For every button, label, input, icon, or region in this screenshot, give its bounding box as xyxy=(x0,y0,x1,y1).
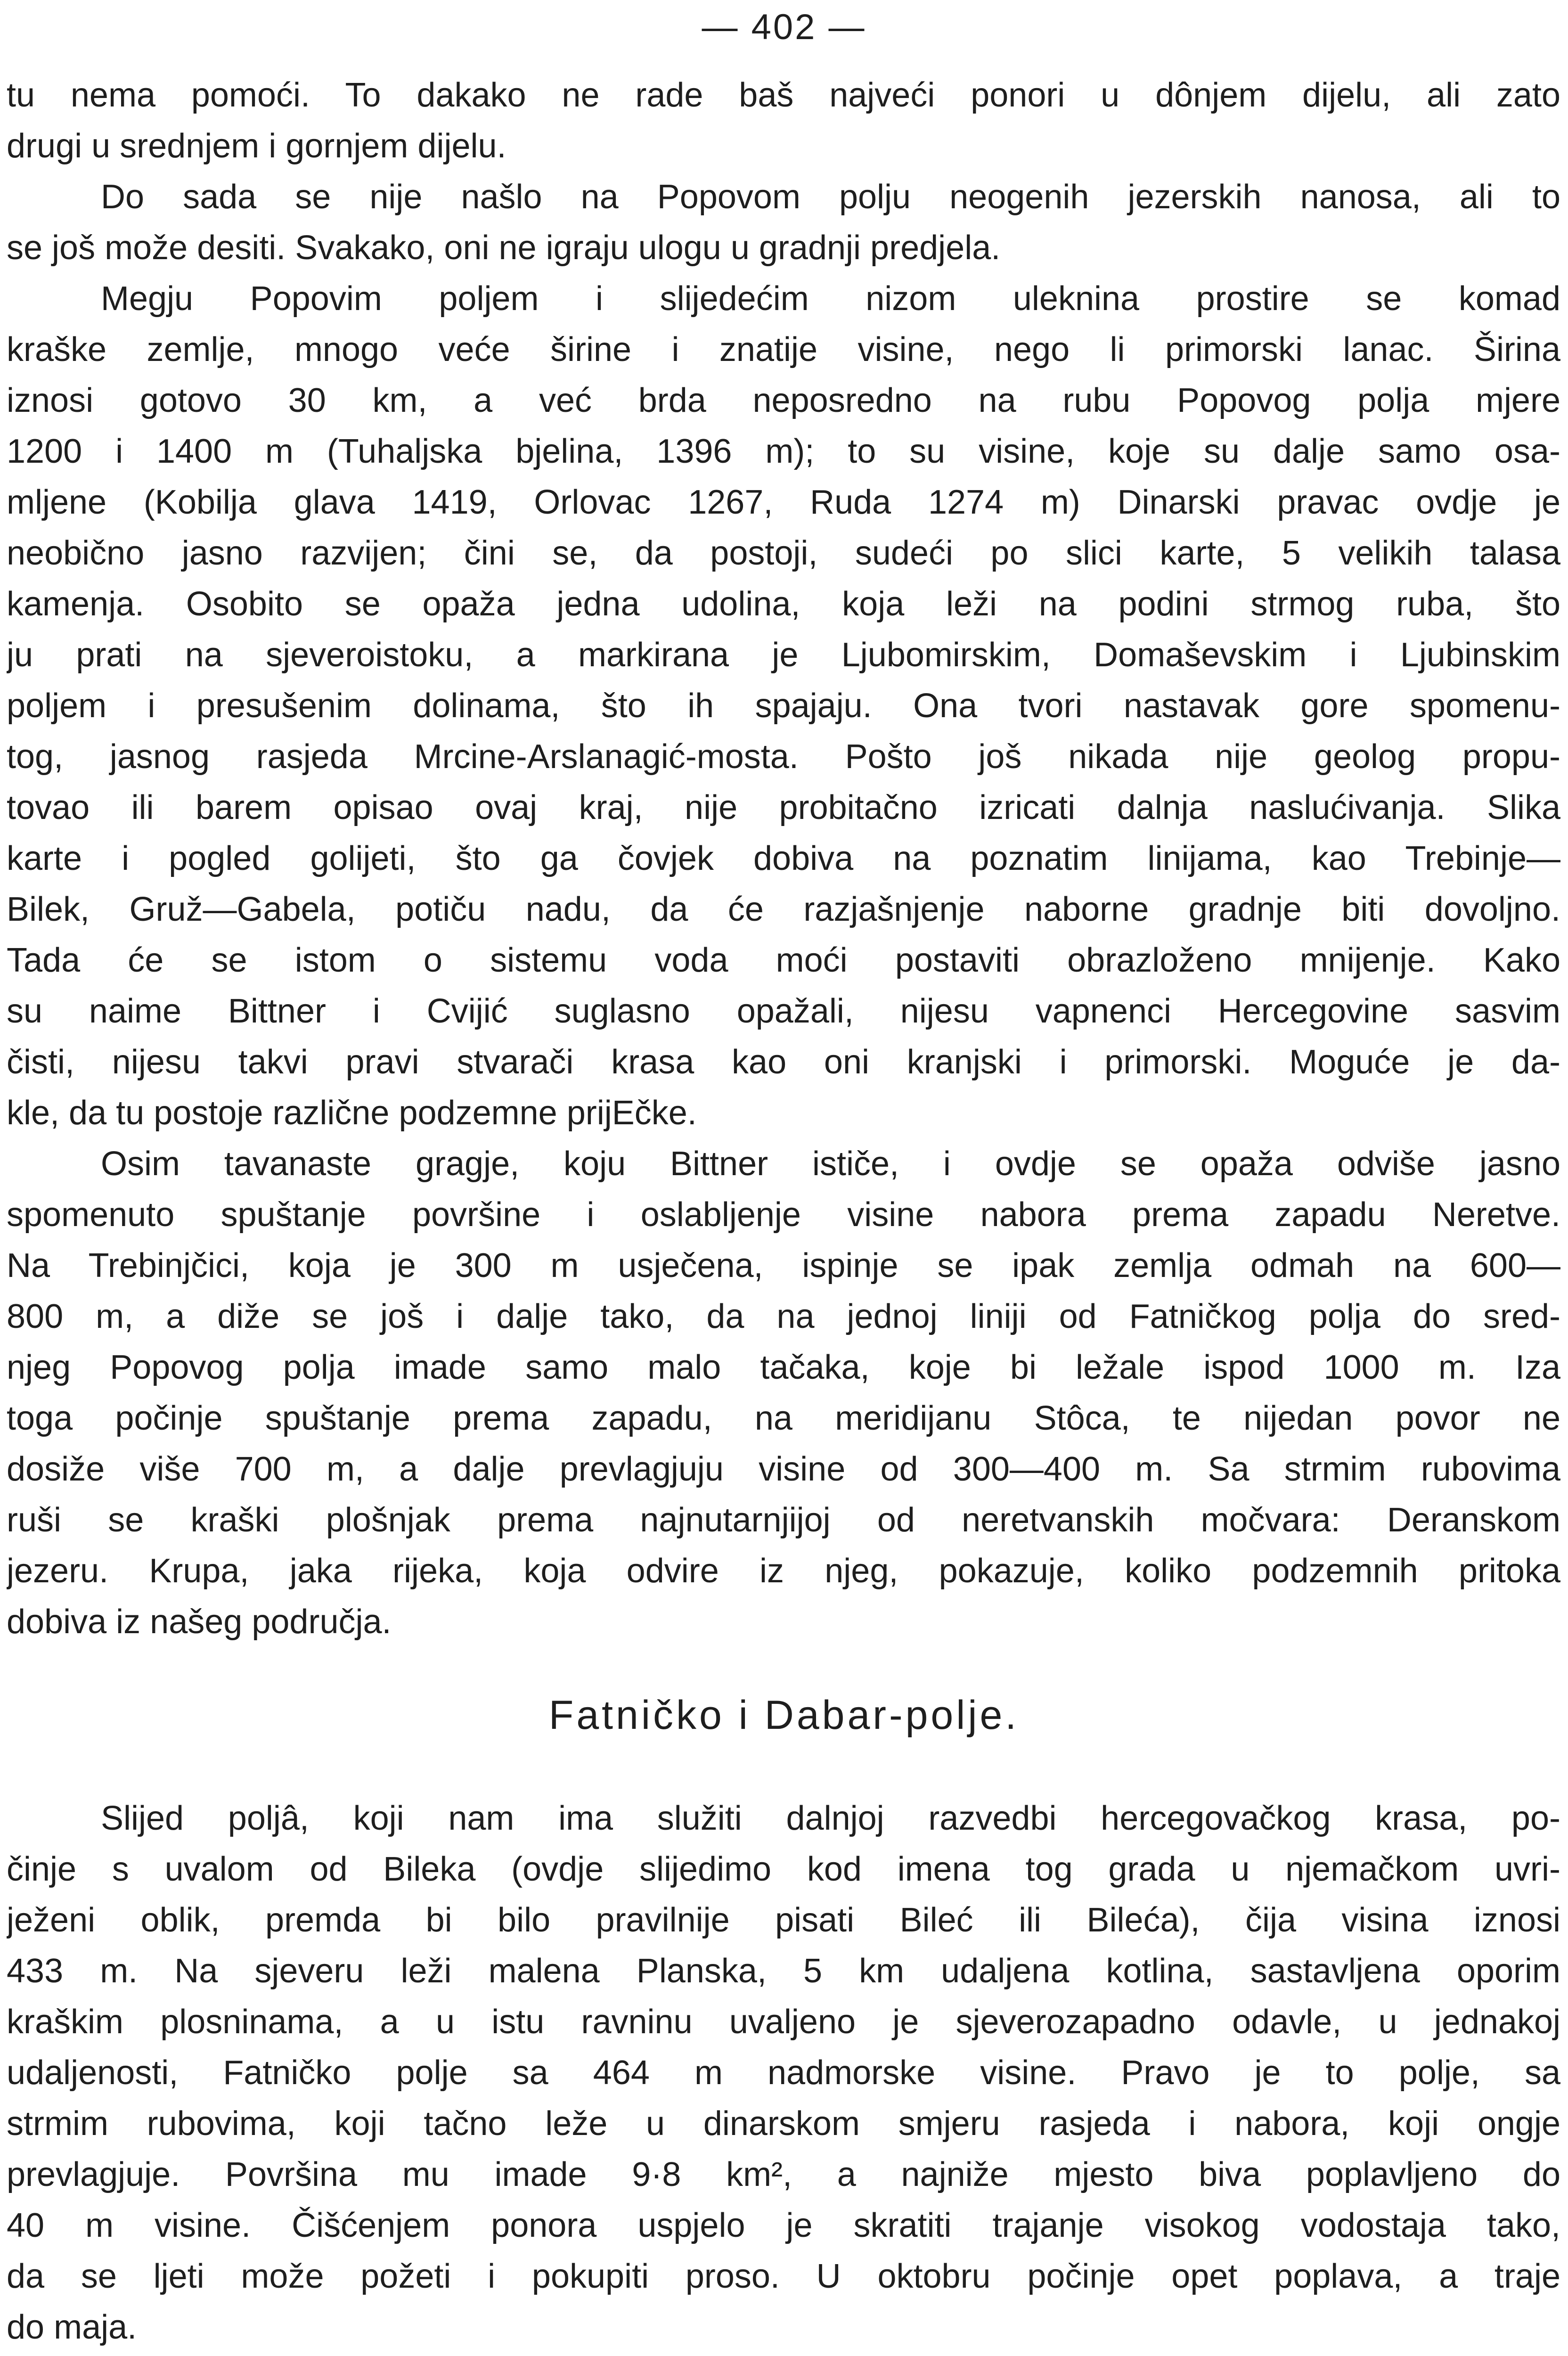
text-line: poljem i presušenim dolinama, što ih spajaju. Ona tvori nastavak gore spomenu- xyxy=(7,687,1560,725)
text-line: Na Trebinjčici, koja je 300 m usječena, ispinje se ipak zemlja odmah na 600— xyxy=(7,1247,1560,1284)
text-line: 433 m. Na sjeveru leži malena Planska, 5 km udaljena kotlina, sastavljena oporim xyxy=(7,1952,1560,1990)
body-text-section-1 xyxy=(7,70,1560,1647)
text-line: ježeni oblik, premda bi bilo pravilnije pisati Bileć ili Bileća), čija visina iznosi xyxy=(7,1901,1560,1939)
text-line: karte i pogled golijeti, što ga čovjek dobiva na poznatim linijama, kao Trebinje— xyxy=(7,840,1560,877)
text-line: prevlagjuje. Površina mu imade 9·8 km², a najniže mjesto biva poplavljeno do xyxy=(7,2156,1560,2193)
text-line: kraške zemlje, mnogo veće širine i znatije visine, nego li primorski lanac. Širina xyxy=(7,331,1560,368)
text-line: toga počinje spuštanje prema zapadu, na meridijanu Stôca, te nijedan povor ne xyxy=(7,1399,1560,1437)
text-line: Osim tavanaste gragje, koju Bittner ističe, i ovdje se opaža odviše jasno xyxy=(101,1145,1560,1183)
text-line: tovao ili barem opisao ovaj kraj, nije probitačno izricati dalnja naslućivanja. Slika xyxy=(7,789,1560,826)
text-line: 40 m visine. Čišćenjem ponora uspjelo je skratiti trajanje visokog vodostaja tako, xyxy=(7,2207,1560,2244)
text-line: spomenuto spuštanje površine i oslabljenje visine nabora prema zapadu Neretve. xyxy=(7,1196,1560,1234)
text-line: kraškim plosninama, a u istu ravninu uvaljeno je sjeverozapadno odavle, u jednakoj xyxy=(7,2003,1560,2041)
text-line: su naime Bittner i Cvijić suglasno opažali, nijesu vapnenci Hercegovine sasvim xyxy=(7,992,1560,1030)
text-line: udaljenosti, Fatničko polje sa 464 m nadmorske visine. Pravo je to polje, sa xyxy=(7,2054,1560,2092)
text-line: se još može desiti. Svakako, oni ne igraju ulogu u gradnji predjela. xyxy=(7,229,1001,267)
text-line: Do sada se nije našlo na Popovom polju neogenih jezerskih nanosa, ali to xyxy=(101,178,1560,216)
text-line: neobično jasno razvijen; čini se, da postoji, sudeći po slici karte, 5 velikih talasa xyxy=(7,534,1560,572)
text-line: Bilek, Gruž—Gabela, potiču nadu, da će razjašnjenje naborne gradnje biti dovoljno. xyxy=(7,891,1560,928)
text-line: činje s uvalom od Bileka (ovdje slijedimo kod imena tog grada u njemačkom uvri- xyxy=(7,1850,1560,1888)
text-line: Megju Popovim poljem i slijedećim nizom uleknina prostire se komad xyxy=(101,280,1560,318)
section-heading: Fatničko i Dabar-polje. xyxy=(548,1693,1020,1738)
text-line: da se ljeti može požeti i pokupiti proso. U oktobru počinje opet poplava, a traje xyxy=(7,2258,1560,2295)
text-line: dosiže više 700 m, a dalje prevlagjuju visine od 300—400 m. Sa strmim rubovima xyxy=(7,1450,1560,1488)
text-line: 800 m, a diže se još i dalje tako, da na jednoj liniji od Fatničkog polja do sred- xyxy=(7,1298,1560,1335)
text-line: Slijed poljâ, koji nam ima služiti dalnjoj razvedbi hercegovačkog krasa, po- xyxy=(101,1800,1560,1837)
text-line: strmim rubovima, koji tačno leže u dinarskom smjeru rasjeda i nabora, koji ongje xyxy=(7,2105,1560,2143)
text-line: čisti, nijesu takvi pravi stvarači krasa kao oni kranjski i primorski. Moguće je da- xyxy=(7,1043,1560,1081)
text-line: iznosi gotovo 30 km, a već brda neposredno na rubu Popovog polja mjere xyxy=(7,382,1560,419)
text-line: kle, da tu postoje različne podzemne prijEčke. xyxy=(7,1094,697,1132)
text-line: jezeru. Krupa, jaka rijeka, koja odvire iz njeg, pokazuje, koliko podzemnih pritoka xyxy=(7,1552,1560,1590)
body-text-section-2 xyxy=(7,1793,1560,2353)
page-number: — 402 — xyxy=(702,7,866,47)
text-line: dobiva iz našeg područja. xyxy=(7,1603,392,1641)
text-line: tog, jasnog rasjeda Mrcine-Arslanagić-mosta. Pošto još nikada nije geolog propu- xyxy=(7,738,1560,776)
text-line: Tada će se istom o sistemu voda moći postaviti obrazloženo mnijenje. Kako xyxy=(7,941,1560,979)
text-line: ruši se kraški plošnjak prema najnutarnjijoj od neretvanskih močvara: Deranskom xyxy=(7,1501,1560,1539)
text-line: do maja. xyxy=(7,2308,137,2346)
text-line: ju prati na sjeveroistoku, a markirana je Ljubomirskim, Domaševskim i Ljubinskim xyxy=(7,636,1560,674)
text-line: njeg Popovog polja imade samo malo tačaka, koje bi ležale ispod 1000 m. Iza xyxy=(7,1349,1560,1386)
text-line: mljene (Kobilja glava 1419, Orlovac 1267, Ruda 1274 m) Dinarski pravac ovdje je xyxy=(7,483,1560,521)
text-line: tu nema pomoći. To dakako ne rade baš najveći ponori u dônjem dijelu, ali zato xyxy=(7,76,1560,114)
text-line: drugi u srednjem i gornjem dijelu. xyxy=(7,127,506,165)
text-line: 1200 i 1400 m (Tuhaljska bjelina, 1396 m); to su visine, koje su dalje samo osa- xyxy=(7,433,1560,470)
text-line: kamenja. Osobito se opaža jedna udolina, koja leži na podini strmog ruba, što xyxy=(7,585,1560,623)
